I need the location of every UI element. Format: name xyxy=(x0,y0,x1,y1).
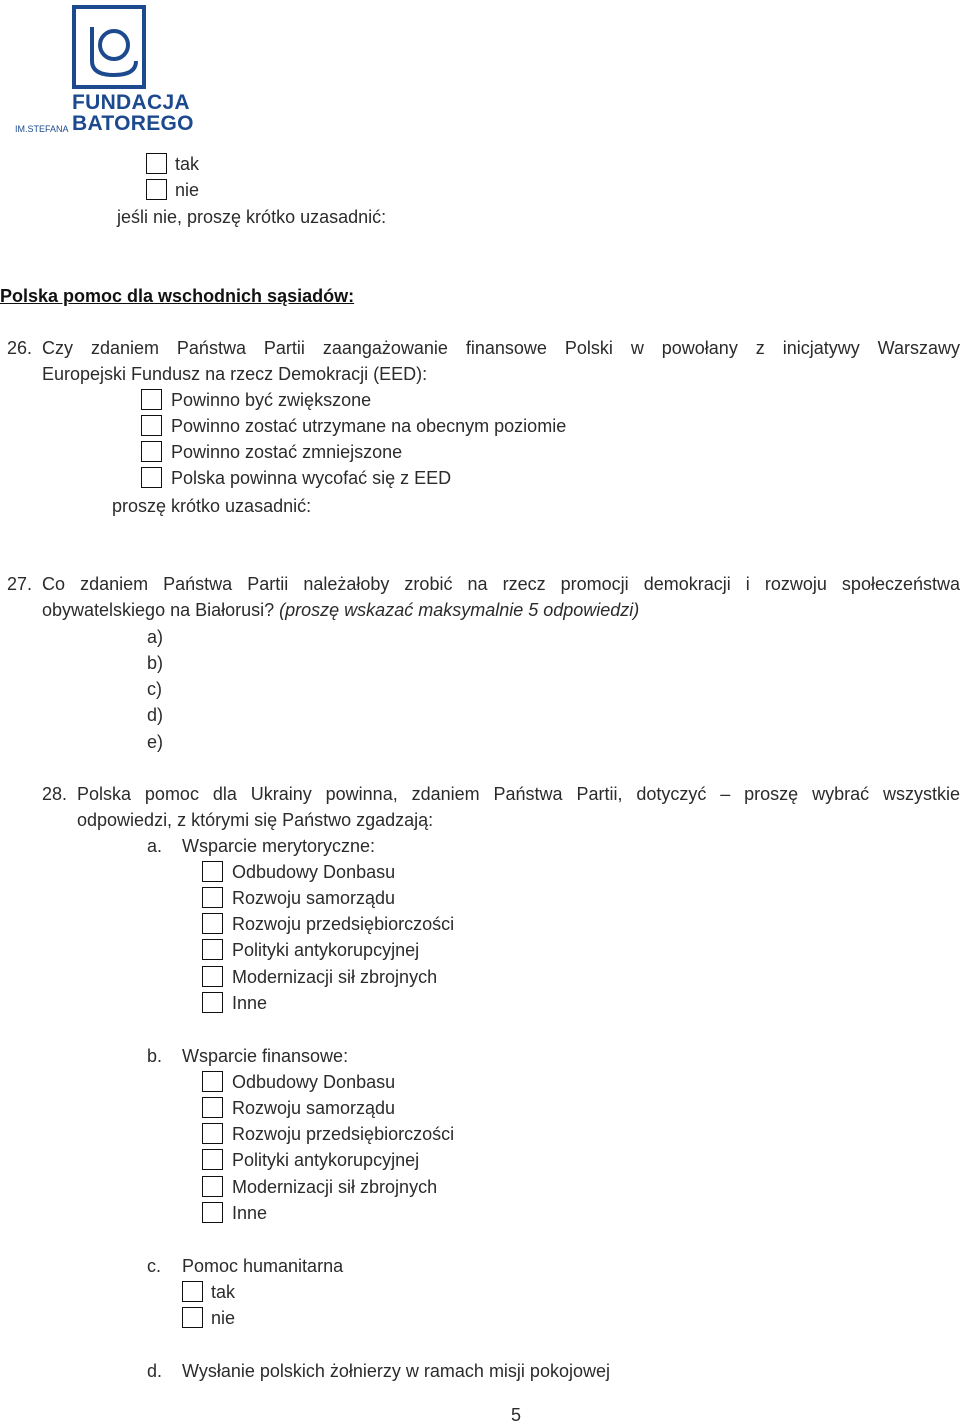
intro-no-label: nie xyxy=(175,180,200,200)
q28-a-title: Wsparcie merytoryczne: xyxy=(182,836,376,856)
q28-c-label: c. xyxy=(147,1256,162,1276)
q28-line2: odpowiedzi, z którymi się Państwo zgadzają: xyxy=(77,810,434,830)
q27-letter-b: b) xyxy=(147,653,164,673)
page-number: 5 xyxy=(511,1405,522,1425)
checkbox-q28-c-no[interactable] xyxy=(182,1307,203,1328)
checkbox-q28-b-5[interactable] xyxy=(202,1176,223,1197)
q28-b-title: Wsparcie finansowe: xyxy=(182,1046,349,1066)
logo-prefix: IM.STEFANA xyxy=(15,124,69,134)
q28-b-option-6: Inne xyxy=(232,1203,268,1223)
q28-c-title: Pomoc humanitarna xyxy=(182,1256,344,1276)
checkbox-q28-b-4[interactable] xyxy=(202,1149,223,1170)
q28-b-option-4: Polityki antykorupcyjnej xyxy=(232,1150,420,1170)
q26-option-1: Powinno być zwiększone xyxy=(171,390,372,410)
checkbox-q28-a-1[interactable] xyxy=(202,861,223,882)
q28-a-label: a. xyxy=(147,836,163,856)
q26-option-2: Powinno zostać utrzymane na obecnym poziomie xyxy=(171,416,567,436)
q27-line1: Co zdaniem Państwa Partii należałoby zrobić na rzecz promocji demokracji i rozwoju społeczeństwa xyxy=(42,574,960,594)
q28-a-option-4: Polityki antykorupcyjnej xyxy=(232,940,420,960)
checkbox-q28-b-2[interactable] xyxy=(202,1097,223,1118)
q28-b-option-2: Rozwoju samorządu xyxy=(232,1098,396,1118)
q28-a-option-5: Modernizacji sił zbrojnych xyxy=(232,967,438,987)
checkbox-q26-2[interactable] xyxy=(141,415,162,436)
q27-note: (proszę wskazać maksymalnie 5 odpowiedzi) xyxy=(279,600,640,620)
q28-a-option-1: Odbudowy Donbasu xyxy=(232,862,396,882)
checkbox-intro-no[interactable] xyxy=(146,179,167,200)
q28-a-option-6: Inne xyxy=(232,993,268,1013)
q26-option-3: Powinno zostać zmniejszone xyxy=(171,442,403,462)
checkbox-q28-a-2[interactable] xyxy=(202,887,223,908)
checkbox-intro-yes[interactable] xyxy=(146,153,167,174)
checkbox-q28-c-yes[interactable] xyxy=(182,1281,203,1302)
q28-number: 28. xyxy=(42,784,68,804)
q26-justify: proszę krótko uzasadnić: xyxy=(112,496,312,516)
q28-c-option-yes: tak xyxy=(211,1282,236,1302)
checkbox-q28-b-1[interactable] xyxy=(202,1071,223,1092)
q28-c-option-no: nie xyxy=(211,1308,236,1328)
checkbox-q28-a-4[interactable] xyxy=(202,939,223,960)
checkbox-q28-a-3[interactable] xyxy=(202,913,223,934)
q26-line1: Czy zdaniem Państwa Partii zaangażowanie finansowe Polski w powołany z inicjatywy Warszawy xyxy=(42,338,960,358)
intro-justify: jeśli nie, proszę krótko uzasadnić: xyxy=(117,207,387,227)
q27-line2-text: obywatelskiego na Białorusi? xyxy=(42,600,275,620)
checkbox-q28-b-6[interactable] xyxy=(202,1202,223,1223)
q28-b-option-1: Odbudowy Donbasu xyxy=(232,1072,396,1092)
q26-option-4: Polska powinna wycofać się z EED xyxy=(171,468,452,488)
logo-line2: BATOREGO xyxy=(72,112,194,135)
logo-line1: FUNDACJA xyxy=(72,91,190,114)
checkbox-q26-1[interactable] xyxy=(141,389,162,410)
q27-line2 xyxy=(42,598,639,622)
checkbox-q26-3[interactable] xyxy=(141,441,162,462)
q28-d-title: Wysłanie polskich żołnierzy w ramach misji pokojowej xyxy=(182,1361,610,1381)
q28-b-option-5: Modernizacji sił zbrojnych xyxy=(232,1177,438,1197)
q28-line1: Polska pomoc dla Ukrainy powinna, zdaniem Państwa Partii, dotyczyć – proszę wybrać wszystkie xyxy=(77,784,960,804)
q27-letter-d: d) xyxy=(147,705,164,725)
checkbox-q28-a-5[interactable] xyxy=(202,966,223,987)
q27-number: 27. xyxy=(7,574,33,594)
q28-b-option-3: Rozwoju przedsiębiorczości xyxy=(232,1124,455,1144)
q28-d-label: d. xyxy=(147,1361,163,1381)
q26-line2: Europejski Fundusz na rzecz Demokracji (EED): xyxy=(42,364,428,384)
checkbox-q28-b-3[interactable] xyxy=(202,1123,223,1144)
intro-yes-label: tak xyxy=(175,154,200,174)
q27-letter-a: a) xyxy=(147,627,164,647)
q26-number: 26. xyxy=(7,338,33,358)
q28-a-option-2: Rozwoju samorządu xyxy=(232,888,396,908)
q27-letter-c: c) xyxy=(147,679,162,699)
checkbox-q26-4[interactable] xyxy=(141,467,162,488)
q28-a-option-3: Rozwoju przedsiębiorczości xyxy=(232,914,455,934)
q27-letter-e: e) xyxy=(147,732,164,752)
q28-b-label: b. xyxy=(147,1046,163,1066)
section-title: Polska pomoc dla wschodnich sąsiadów: xyxy=(0,286,355,306)
fundacja-emblem-icon xyxy=(72,5,146,89)
checkbox-q28-a-6[interactable] xyxy=(202,992,223,1013)
